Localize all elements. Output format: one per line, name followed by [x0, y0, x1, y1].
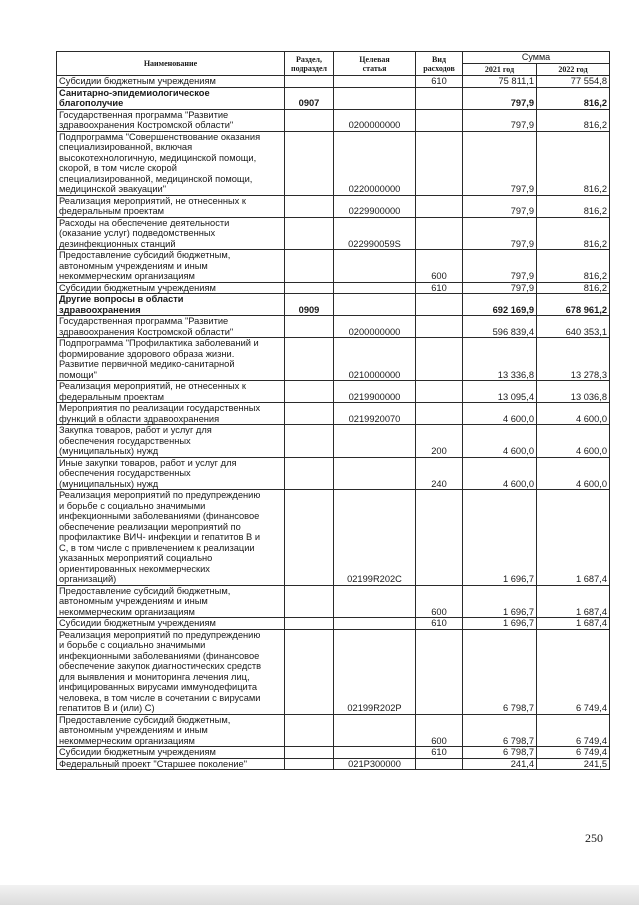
cell-target: 022990059S	[334, 217, 416, 250]
cell-section	[285, 217, 334, 250]
cell-2021: 797,9	[463, 217, 537, 250]
cell-2022: 816,2	[537, 131, 610, 195]
col-header-kind: Вид расходов	[416, 52, 463, 76]
cell-section	[285, 316, 334, 338]
cell-2022: 77 554,8	[537, 76, 610, 88]
cell-target: 0200000000	[334, 109, 416, 131]
cell-target	[334, 457, 416, 490]
cell-section	[285, 76, 334, 88]
cell-name: Реализация мероприятий по предупреждению и борьбе с социально значимыми инфекционными заболеваниями (финансовое обеспечение реализации мероприятий по профилактике ВИЧ- инфекции и гепатитов В и С, в том числе с привлечением к реализации указанных мероприятий социально ориентированных некоммерческих организаций)	[57, 490, 285, 586]
cell-2022: 6 749,4	[537, 629, 610, 714]
cell-name: Реализация мероприятий, не отнесенных к федеральным проектам	[57, 381, 285, 403]
cell-target	[334, 76, 416, 88]
col-header-target: Целевая статья	[334, 52, 416, 76]
cell-2022: 13 036,8	[537, 381, 610, 403]
cell-target	[334, 747, 416, 759]
cell-name: Государственная программа "Развитие здравоохранения Костромской области"	[57, 316, 285, 338]
cell-kind: 610	[416, 76, 463, 88]
cell-2021: 13 095,4	[463, 381, 537, 403]
cell-name: Предоставление субсидий бюджетным, автономным учреждениям и иным некоммерческим организациям	[57, 585, 285, 618]
cell-2021: 1 696,7	[463, 618, 537, 630]
cell-kind: 610	[416, 282, 463, 294]
col-header-sum: Сумма	[463, 52, 610, 64]
cell-section	[285, 425, 334, 458]
cell-target	[334, 87, 416, 109]
cell-target	[334, 294, 416, 316]
cell-kind: 600	[416, 250, 463, 283]
table-row	[57, 747, 610, 759]
table-row	[57, 195, 610, 217]
cell-section	[285, 338, 334, 381]
cell-2022: 241,5	[537, 758, 610, 770]
cell-section: 0907	[285, 87, 334, 109]
table-row	[57, 490, 610, 586]
cell-target: 02199R202C	[334, 490, 416, 586]
cell-target	[334, 425, 416, 458]
cell-2022: 816,2	[537, 109, 610, 131]
cell-2021: 4 600,0	[463, 425, 537, 458]
cell-2022: 816,2	[537, 217, 610, 250]
cell-2022: 816,2	[537, 195, 610, 217]
cell-2021: 797,9	[463, 282, 537, 294]
cell-name: Субсидии бюджетным учреждениям	[57, 282, 285, 294]
cell-2021: 797,9	[463, 250, 537, 283]
table-row	[57, 316, 610, 338]
cell-name: Государственная программа "Развитие здравоохранения Костромской области"	[57, 109, 285, 131]
col-header-name: Наименование	[57, 52, 285, 76]
table-row	[57, 425, 610, 458]
budget-table	[56, 51, 610, 770]
cell-section	[285, 758, 334, 770]
cell-kind	[416, 758, 463, 770]
cell-2021: 6 798,7	[463, 629, 537, 714]
cell-target: 0200000000	[334, 316, 416, 338]
cell-2021: 596 839,4	[463, 316, 537, 338]
cell-2022: 13 278,3	[537, 338, 610, 381]
cell-target	[334, 714, 416, 747]
cell-2021: 797,9	[463, 131, 537, 195]
cell-2022: 816,2	[537, 250, 610, 283]
cell-section	[285, 714, 334, 747]
cell-name: Субсидии бюджетным учреждениям	[57, 747, 285, 759]
cell-name: Предоставление субсидий бюджетным, автономным учреждениям и иным некоммерческим организациям	[57, 714, 285, 747]
cell-2021: 797,9	[463, 109, 537, 131]
cell-kind	[416, 294, 463, 316]
cell-2022: 1 687,4	[537, 490, 610, 586]
cell-2021: 797,9	[463, 195, 537, 217]
cell-name: Подпрограмма "Совершенствование оказания специализированной, включая высокотехнологичную, медицинской помощи, скорой, в том числе скорой специализированной, медицинской помощи, медицинской эвакуации"	[57, 131, 285, 195]
table-row	[57, 87, 610, 109]
cell-2022: 640 353,1	[537, 316, 610, 338]
cell-kind	[416, 87, 463, 109]
cell-name: Санитарно-эпидемиологическое благополучие	[57, 87, 285, 109]
table-row	[57, 76, 610, 88]
cell-2021: 1 696,7	[463, 490, 537, 586]
cell-name: Реализация мероприятий, не отнесенных к федеральным проектам	[57, 195, 285, 217]
table-body	[57, 76, 610, 770]
cell-2022: 4 600,0	[537, 403, 610, 425]
cell-2021: 6 798,7	[463, 747, 537, 759]
cell-kind	[416, 217, 463, 250]
cell-name: Субсидии бюджетным учреждениям	[57, 618, 285, 630]
cell-section	[285, 250, 334, 283]
cell-section	[285, 403, 334, 425]
cell-section	[285, 195, 334, 217]
cell-kind	[416, 403, 463, 425]
table-row	[57, 109, 610, 131]
cell-kind	[416, 629, 463, 714]
cell-name: Мероприятия по реализации государственных функций в области здравоохранения	[57, 403, 285, 425]
cell-2022: 1 687,4	[537, 585, 610, 618]
cell-target: 0210000000	[334, 338, 416, 381]
table-row	[57, 217, 610, 250]
page-number: 250	[585, 831, 603, 845]
cell-2022: 816,2	[537, 282, 610, 294]
cell-2021: 75 811,1	[463, 76, 537, 88]
cell-section	[285, 109, 334, 131]
scan-edge	[0, 885, 639, 905]
cell-target: 02199R202P	[334, 629, 416, 714]
cell-2021: 1 696,7	[463, 585, 537, 618]
table-row	[57, 618, 610, 630]
cell-section	[285, 618, 334, 630]
cell-target: 0219920070	[334, 403, 416, 425]
cell-2021: 797,9	[463, 87, 537, 109]
cell-name: Реализация мероприятий по предупреждению и борьбе с социально значимыми инфекционными заболеваниями (финансовое обеспечение закупок диагностических средств для выявления и мониторинга лечения лиц, инфицированных вирусами иммунодефицита человека, в том числе в сочетании с вирусами гепатитов В и (или) С)	[57, 629, 285, 714]
cell-kind: 600	[416, 714, 463, 747]
cell-2022: 6 749,4	[537, 714, 610, 747]
table-row	[57, 250, 610, 283]
cell-section	[285, 131, 334, 195]
col-header-section: Раздел, подраздел	[285, 52, 334, 76]
cell-name: Закупка товаров, работ и услуг для обеспечения государственных (муниципальных) нужд	[57, 425, 285, 458]
cell-section	[285, 490, 334, 586]
cell-section	[285, 585, 334, 618]
table-row	[57, 403, 610, 425]
cell-section	[285, 629, 334, 714]
header-row	[57, 52, 610, 64]
table-row	[57, 457, 610, 490]
cell-kind: 600	[416, 585, 463, 618]
table-row	[57, 714, 610, 747]
cell-name: Другие вопросы в области здравоохранения	[57, 294, 285, 316]
cell-2021: 4 600,0	[463, 457, 537, 490]
cell-kind	[416, 131, 463, 195]
cell-section	[285, 457, 334, 490]
cell-target	[334, 585, 416, 618]
cell-section	[285, 381, 334, 403]
cell-kind: 610	[416, 618, 463, 630]
table-row	[57, 585, 610, 618]
cell-name: Иные закупки товаров, работ и услуг для обеспечения государственных (муниципальных) нужд	[57, 457, 285, 490]
cell-target	[334, 618, 416, 630]
cell-target: 0219900000	[334, 381, 416, 403]
cell-kind: 200	[416, 425, 463, 458]
col-header-2022: 2022 год	[537, 64, 610, 76]
cell-kind: 240	[416, 457, 463, 490]
cell-name: Подпрограмма "Профилактика заболеваний и формирование здорового образа жизни. Развитие первичной медико-санитарной помощи"	[57, 338, 285, 381]
cell-2022: 4 600,0	[537, 425, 610, 458]
cell-2022: 678 961,2	[537, 294, 610, 316]
cell-target: 0220000000	[334, 131, 416, 195]
cell-2022: 1 687,4	[537, 618, 610, 630]
cell-kind	[416, 195, 463, 217]
cell-name: Предоставление субсидий бюджетным, автономным учреждениям и иным некоммерческим организациям	[57, 250, 285, 283]
cell-kind	[416, 381, 463, 403]
cell-kind	[416, 338, 463, 381]
cell-kind	[416, 316, 463, 338]
cell-2022: 816,2	[537, 87, 610, 109]
cell-2021: 241,4	[463, 758, 537, 770]
cell-target	[334, 282, 416, 294]
table-row	[57, 758, 610, 770]
cell-kind	[416, 109, 463, 131]
table-row	[57, 282, 610, 294]
cell-name: Расходы на обеспечение деятельности (оказание услуг) подведомственных дезинфекционных станций	[57, 217, 285, 250]
cell-name: Субсидии бюджетным учреждениям	[57, 76, 285, 88]
cell-kind: 610	[416, 747, 463, 759]
table-row	[57, 294, 610, 316]
cell-2021: 13 336,8	[463, 338, 537, 381]
table-row	[57, 629, 610, 714]
cell-section: 0909	[285, 294, 334, 316]
table-row	[57, 131, 610, 195]
cell-2021: 4 600,0	[463, 403, 537, 425]
col-header-2021: 2021 год	[463, 64, 537, 76]
cell-name: Федеральный проект "Старшее поколение"	[57, 758, 285, 770]
table-row	[57, 338, 610, 381]
cell-2022: 6 749,4	[537, 747, 610, 759]
cell-target	[334, 250, 416, 283]
table-row	[57, 381, 610, 403]
cell-section	[285, 282, 334, 294]
cell-target: 0229900000	[334, 195, 416, 217]
cell-2022: 4 600,0	[537, 457, 610, 490]
cell-2021: 692 169,9	[463, 294, 537, 316]
cell-section	[285, 747, 334, 759]
cell-2021: 6 798,7	[463, 714, 537, 747]
cell-target: 021P300000	[334, 758, 416, 770]
cell-kind	[416, 490, 463, 586]
